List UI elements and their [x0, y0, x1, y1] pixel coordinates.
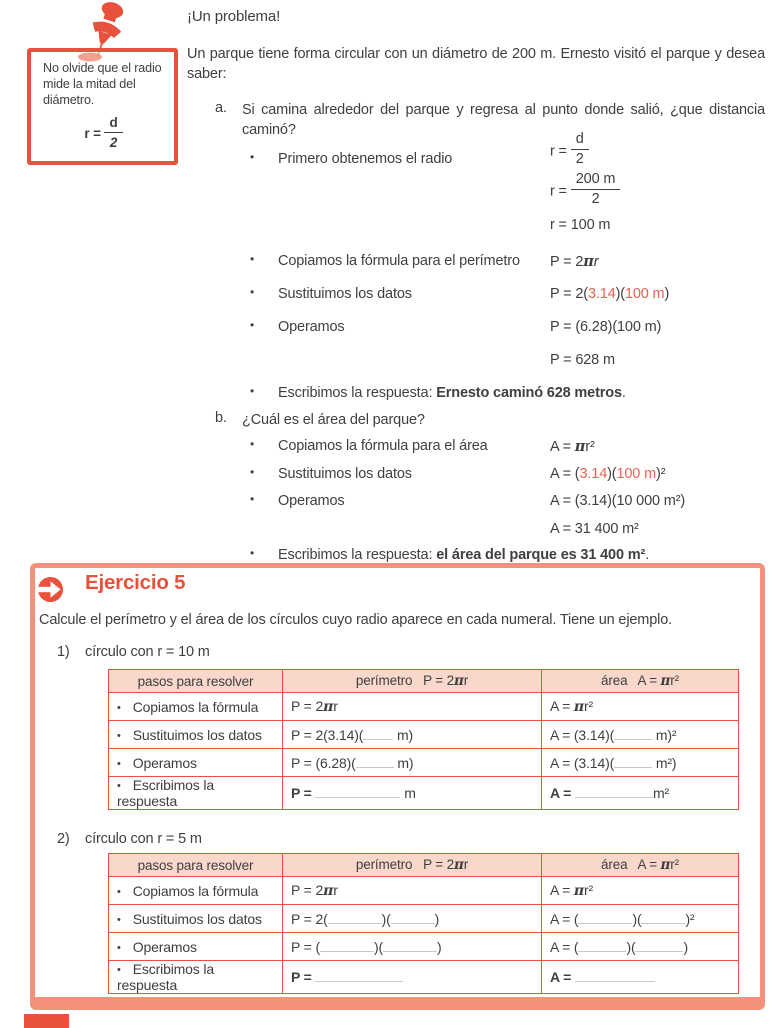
area-cell: A = ( )( )²	[542, 905, 739, 933]
step-label: Operamos	[278, 319, 345, 335]
pushpin-icon	[70, 0, 142, 64]
formula-line: r = $\frac{200 m}{2}$	[550, 173, 620, 210]
paso-cell: • Copiamos la fórmula	[109, 877, 283, 905]
bullet-icon: •	[117, 780, 121, 792]
solution-table-1	[108, 669, 739, 810]
bullet-icon: •	[117, 757, 121, 770]
bullet-icon: •	[250, 546, 255, 560]
table-row	[109, 749, 739, 777]
step-formula	[550, 318, 661, 373]
step-formula	[550, 133, 620, 238]
table-row	[109, 961, 739, 994]
area-cell: A =	[542, 961, 739, 994]
header-perimetro: perímetro P = 2πr	[283, 854, 542, 877]
perimetro-cell: P = 2( )( )	[283, 905, 542, 933]
area-cell: A = (3.14)( m)²	[542, 721, 739, 749]
paso-cell: • Escribimos la respuesta	[109, 777, 283, 810]
bullet-icon: •	[117, 701, 121, 714]
item-b	[215, 410, 765, 430]
perimetro-cell: P = 2πr	[283, 693, 542, 721]
item-b-label: b.	[215, 410, 227, 426]
formula-line: P = (6.28)(100 m)	[550, 319, 662, 335]
arrow-circle-icon	[37, 576, 64, 603]
step-label: Primero obtenemos el radio	[278, 151, 453, 167]
perimetro-cell: P = 2(3.14)( m)	[283, 721, 542, 749]
item-b-question: ¿Cuál es el área del parque?	[242, 412, 425, 428]
problem-2-number: 2)	[57, 831, 70, 847]
formula-line: A = (3.14)(100 m)²	[550, 466, 666, 482]
item-a-label: a.	[215, 100, 227, 116]
header-pasos: pasos para resolver	[109, 854, 283, 877]
table-header-row	[109, 670, 739, 693]
paso-cell: • Copiamos la fórmula	[109, 693, 283, 721]
step-label: Operamos	[278, 493, 345, 509]
paso-cell: • Escribimos la respuesta	[109, 961, 283, 994]
step-formula	[550, 492, 685, 542]
formula-line: P = 2(3.14)(100 m)	[550, 286, 670, 302]
item-a-question: Si camina alrededor del parque y regresa al punto donde salió, ¿que distancia caminó?	[242, 102, 765, 138]
item-a	[215, 100, 765, 140]
formula-line: P = 2πr	[550, 253, 599, 270]
perimetro-cell: P = (6.28)( m)	[283, 749, 542, 777]
bullet-icon: •	[250, 285, 255, 299]
header-area: área A = πr²	[542, 670, 739, 693]
bullet-icon: •	[117, 885, 121, 898]
bullet-icon: •	[250, 437, 255, 451]
answer-line: Escribimos la respuesta: el área del parque es 31 400 m².	[278, 547, 650, 563]
exercise-instructions: Calcule el perímetro y el área de los círculos cuyo radio aparece en cada numeral. Tiene un ejemplo.	[39, 612, 673, 628]
step-label: Copiamos la fórmula para el perímetro	[278, 253, 520, 269]
step-formula	[550, 465, 665, 487]
problem-title: ¡Un problema!	[187, 8, 281, 25]
area-cell: A = (3.14)( m²)	[542, 749, 739, 777]
step-label: Copiamos la fórmula para el área	[278, 438, 488, 454]
table-row	[109, 933, 739, 961]
step-label: Sustituimos los datos	[278, 466, 412, 482]
bullet-icon: •	[117, 941, 121, 954]
paso-cell: • Operamos	[109, 749, 283, 777]
bullet-icon: •	[250, 384, 255, 398]
area-cell: A = m²	[542, 777, 739, 810]
note-formula-fraction: $\frac{d}{2}$	[104, 114, 122, 151]
perimetro-cell: P = ( )( )	[283, 933, 542, 961]
exercise-box	[30, 563, 765, 1010]
answer-line: Escribimos la respuesta: Ernesto caminó 628 metros.	[278, 385, 626, 401]
paso-cell: • Sustituimos los datos	[109, 905, 283, 933]
problem-section	[187, 0, 765, 563]
paso-cell: • Sustituimos los datos	[109, 721, 283, 749]
formula-line: r = $\frac{d}{2}$	[550, 133, 620, 170]
header-perimetro: perímetro P = 2πr	[283, 670, 542, 693]
note-formula	[43, 116, 164, 153]
bullet-icon: •	[250, 150, 255, 164]
formula-line: r = 100 m	[550, 217, 611, 233]
note-box	[27, 48, 178, 165]
bullet-icon: •	[117, 913, 121, 926]
problem-intro: Un parque tiene forma circular con un diámetro de 200 m. Ernesto visitó el parque y desea saber:	[187, 46, 765, 82]
paso-cell: • Operamos	[109, 933, 283, 961]
table-header-row	[109, 854, 739, 877]
bullet-icon: •	[250, 465, 255, 479]
table-row	[109, 905, 739, 933]
formula-line: P = 628 m	[550, 352, 615, 368]
bullet-icon: •	[117, 964, 121, 976]
table-row	[109, 877, 739, 905]
header-pasos: pasos para resolver	[109, 670, 283, 693]
problem-1-number: 1)	[57, 644, 70, 660]
area-cell: A = πr²	[542, 693, 739, 721]
perimetro-cell: P = 2πr	[283, 877, 542, 905]
header-area: área A = πr²	[542, 854, 739, 877]
step-label: Sustituimos los datos	[278, 286, 412, 302]
perimetro-cell: P = m	[283, 777, 542, 810]
note-text: No olvide que el radio mide la mitad del diámetro.	[43, 61, 162, 108]
table-row	[109, 777, 739, 810]
problem-2-statement: círculo con r = 5 m	[85, 831, 202, 847]
area-cell: A = πr²	[542, 877, 739, 905]
step-formula	[550, 285, 669, 307]
table-row	[109, 693, 739, 721]
page-number-badge	[24, 1014, 69, 1028]
bullet-icon: •	[250, 318, 255, 332]
solution-table-2	[108, 853, 739, 994]
bullet-icon: •	[250, 252, 255, 266]
formula-line: A = πr²	[550, 438, 595, 455]
step-formula	[550, 252, 598, 275]
bullet-icon: •	[117, 729, 121, 742]
formula-line: A = (3.14)(10 000 m²)	[550, 493, 686, 509]
exercise-title: Ejercicio 5	[85, 571, 186, 594]
formula-line: A = 31 400 m²	[550, 521, 639, 537]
perimetro-cell: P =	[283, 961, 542, 994]
step-formula	[550, 437, 595, 460]
area-cell: A = ( )( )	[542, 933, 739, 961]
note-formula-lhs: r =	[84, 126, 105, 142]
problem-1-statement: círculo con r = 10 m	[85, 644, 210, 660]
table-row	[109, 721, 739, 749]
bullet-icon: •	[250, 492, 255, 506]
